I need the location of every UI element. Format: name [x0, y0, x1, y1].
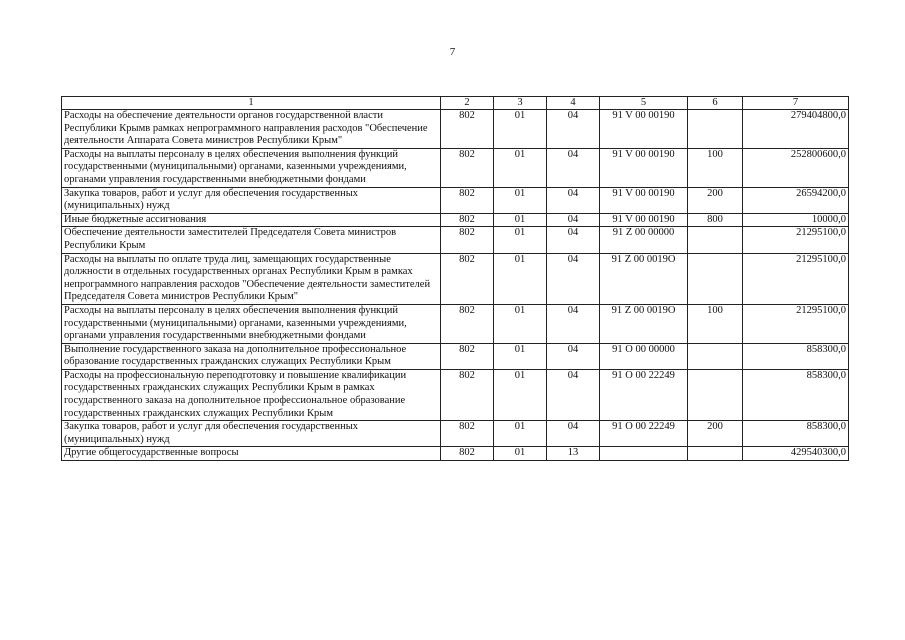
row-col2: 802 [441, 304, 494, 343]
row-amount: 279404800,0 [743, 110, 849, 149]
row-col3: 01 [494, 187, 547, 213]
row-col4: 04 [547, 304, 600, 343]
row-col5: 91 V 00 00190 [600, 187, 688, 213]
row-col2: 802 [441, 227, 494, 253]
row-amount: 10000,0 [743, 213, 849, 227]
row-col4: 04 [547, 187, 600, 213]
row-col5: 91 О 00 22249 [600, 369, 688, 420]
row-col2: 802 [441, 253, 494, 304]
row-description: Расходы на выплаты персоналу в целях обеспечения выполнения функций государственными (муниципальными) органами, казенными учреждениями, органами управления государственными внебюджетными фондами [62, 148, 441, 187]
row-col3: 01 [494, 447, 547, 461]
row-description: Закупка товаров, работ и услуг для обеспечения государственных (муниципальных) нужд [62, 187, 441, 213]
row-col5: 91 О 00 22249 [600, 421, 688, 447]
row-col4: 04 [547, 148, 600, 187]
header-cell: 2 [441, 97, 494, 110]
row-description: Иные бюджетные ассигнования [62, 213, 441, 227]
row-col2: 802 [441, 148, 494, 187]
row-col5: 91 Z 00 00000 [600, 227, 688, 253]
row-col5: 91 V 00 00190 [600, 148, 688, 187]
header-cell: 5 [600, 97, 688, 110]
row-col2: 802 [441, 213, 494, 227]
table-row [62, 213, 849, 227]
row-description: Выполнение государственного заказа на дополнительное профессиональное образование государственных гражданских служащих Республики Крым [62, 343, 441, 369]
row-col2: 802 [441, 369, 494, 420]
row-col6: 200 [688, 187, 743, 213]
row-description: Обеспечение деятельности заместителей Председателя Совета министров Республики Крым [62, 227, 441, 253]
page-number: 7 [449, 46, 456, 58]
row-col4: 04 [547, 421, 600, 447]
row-col3: 01 [494, 421, 547, 447]
header-row [62, 97, 849, 110]
row-description: Расходы на обеспечение деятельности органов государственной власти Республики Крымв рамках непрограммного направления расходов "Обеспечение деятельности Аппарата Совета министров Республики Крым" [62, 110, 441, 149]
row-description: Расходы на профессиональную переподготовку и повышение квалификации государственных гражданских служащих Республики Крым в рамках государственного заказа на дополнительное профессиональное образование государственных гражданских служащих Республики Крым [62, 369, 441, 420]
row-col6: 200 [688, 421, 743, 447]
row-amount: 858300,0 [743, 343, 849, 369]
row-col6: 100 [688, 304, 743, 343]
header-cell: 6 [688, 97, 743, 110]
row-col5: 91 V 00 00190 [600, 110, 688, 149]
row-col6 [688, 447, 743, 461]
row-col6 [688, 369, 743, 420]
row-col4: 04 [547, 110, 600, 149]
header-cell: 7 [743, 97, 849, 110]
budget-table [61, 96, 849, 461]
table-row [62, 253, 849, 304]
table-row [62, 187, 849, 213]
header-cell: 4 [547, 97, 600, 110]
table-row [62, 369, 849, 420]
row-amount: 26594200,0 [743, 187, 849, 213]
row-col3: 01 [494, 343, 547, 369]
row-col4: 13 [547, 447, 600, 461]
row-description: Закупка товаров, работ и услуг для обеспечения государственных (муниципальных) нужд [62, 421, 441, 447]
row-col3: 01 [494, 148, 547, 187]
row-amount: 858300,0 [743, 369, 849, 420]
row-col3: 01 [494, 369, 547, 420]
row-col3: 01 [494, 253, 547, 304]
row-col4: 04 [547, 213, 600, 227]
row-col2: 802 [441, 110, 494, 149]
table-row [62, 343, 849, 369]
row-col3: 01 [494, 213, 547, 227]
row-description: Расходы на выплаты по оплате труда лиц, замещающих государственные должности в отдельных государственных органах Республики Крым в рамках непрограммного направления расходов "Обеспечение деятельности заместителей Председателя Совета министров Республики Крым" [62, 253, 441, 304]
row-amount: 252800600,0 [743, 148, 849, 187]
row-amount: 21295100,0 [743, 304, 849, 343]
header-cell: 1 [62, 97, 441, 110]
table-row [62, 447, 849, 461]
row-amount: 858300,0 [743, 421, 849, 447]
row-col6 [688, 110, 743, 149]
table-row [62, 421, 849, 447]
row-col6 [688, 227, 743, 253]
row-col5: 91 О 00 00000 [600, 343, 688, 369]
row-col5: 91 V 00 00190 [600, 213, 688, 227]
row-col6 [688, 253, 743, 304]
row-col4: 04 [547, 369, 600, 420]
row-col6: 800 [688, 213, 743, 227]
row-description: Другие общегосударственные вопросы [62, 447, 441, 461]
table-row [62, 304, 849, 343]
row-amount: 21295100,0 [743, 227, 849, 253]
row-col2: 802 [441, 421, 494, 447]
row-col2: 802 [441, 343, 494, 369]
row-amount: 21295100,0 [743, 253, 849, 304]
row-col4: 04 [547, 227, 600, 253]
row-col2: 802 [441, 187, 494, 213]
row-amount: 429540300,0 [743, 447, 849, 461]
row-col2: 802 [441, 447, 494, 461]
table-row [62, 227, 849, 253]
row-col4: 04 [547, 253, 600, 304]
row-description: Расходы на выплаты персоналу в целях обеспечения выполнения функций государственными (муниципальными) органами, казенными учреждениями, органами управления государственными внебюджетными фондами [62, 304, 441, 343]
table-row [62, 110, 849, 149]
row-col3: 01 [494, 304, 547, 343]
table-body [62, 110, 849, 461]
row-col3: 01 [494, 227, 547, 253]
row-col5: 91 Z 00 0019О [600, 253, 688, 304]
row-col6 [688, 343, 743, 369]
row-col6: 100 [688, 148, 743, 187]
table-row [62, 148, 849, 187]
row-col5: 91 Z 00 0019О [600, 304, 688, 343]
row-col3: 01 [494, 110, 547, 149]
row-col4: 04 [547, 343, 600, 369]
row-col5 [600, 447, 688, 461]
header-cell: 3 [494, 97, 547, 110]
